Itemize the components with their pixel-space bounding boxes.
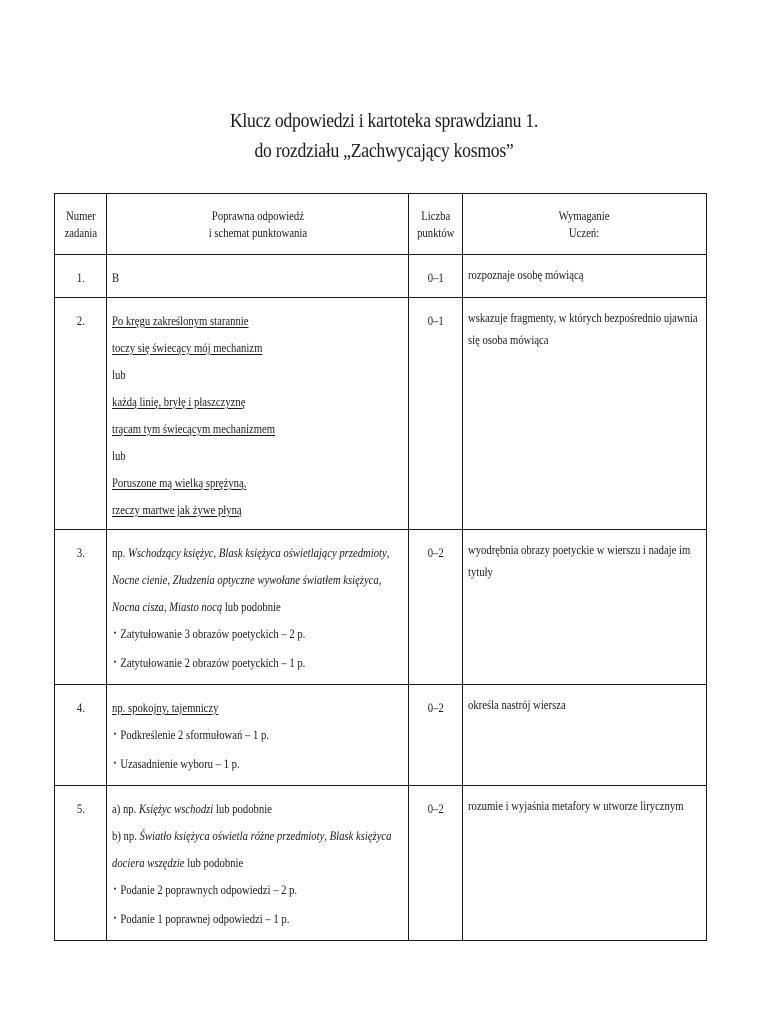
scoring-bullet: • Uzasadnienie wyboru – 1 p.	[112, 750, 269, 779]
scoring-bullet: • Podkreślenie 2 sformułowań – 1 p.	[112, 721, 269, 750]
points-cell: 0–1	[409, 255, 463, 298]
scoring-bullet: • Zatytułowanie 2 obrazów poetyckich – 1 p.	[112, 649, 389, 678]
requirement-cell: rozumie i wyjaśnia metafory w utworze lirycznym	[463, 786, 707, 941]
scoring-bullet: • Podanie 2 poprawnych odpowiedzi – 2 p.	[112, 876, 392, 905]
table-header-row	[55, 194, 707, 255]
table-row	[55, 685, 707, 786]
task-number: 3.	[55, 530, 107, 685]
answer-cell: a) np. Księżyc wschodzi lub podobnie b) np. Światło księżyca oświetla różne przedmioty, Blask księżyca dociera wszędzie lub podobnie • Podanie 2 poprawnych odpowiedzi – 2 p. • Podanie 1 poprawnej odpowiedzi – 1 p.	[107, 786, 409, 941]
task-number: 5.	[55, 786, 107, 941]
task-number: 2.	[55, 298, 107, 530]
table-row	[55, 298, 707, 530]
header-points: Liczba punktów	[409, 194, 463, 255]
header-correct-answer: Poprawna odpowiedź i schemat punktowania	[107, 194, 409, 255]
points-cell: 0–2	[409, 530, 463, 685]
table-row	[55, 530, 707, 685]
task-number: 4.	[55, 685, 107, 786]
scoring-bullet: • Podanie 1 poprawnej odpowiedzi – 1 p.	[112, 905, 392, 934]
points-cell: 0–2	[409, 786, 463, 941]
answer-cell: np. Wschodzący księżyc, Blask księżyca oświetlający przedmioty, Nocne cienie, Złudzenia optyczne wywołane światłem księżyca, Nocna cisza, Miasto nocą lub podobnie • Zatytułowanie 3 obrazów poetyckich – 2 p. • Zatytułowanie 2 obrazów poetyckich – 1 p.	[107, 530, 409, 685]
title-line-1: Klucz odpowiedzi i kartoteka sprawdzianu 1.	[229, 110, 539, 132]
title-line-2: do rozdziału „Zachwycający kosmos”	[254, 140, 514, 162]
task-number: 1.	[55, 255, 107, 298]
points-cell: 0–1	[409, 298, 463, 530]
answer-cell: Po kręgu zakreślonym starannie toczy się świecący mój mechanizm lub każdą linię, bryłę i płaszczyznę trącam tym świecącym mechanizmem lub Poruszone mą wielką sprężyną, rzeczy martwe jak żywe płyną	[107, 298, 409, 530]
requirement-cell: wyodrębnia obrazy poetyckie w wierszu i nadaje im tytuły	[463, 530, 707, 685]
header-task-number: Numer zadania	[55, 194, 107, 255]
table-row	[55, 786, 707, 941]
points-cell: 0–2	[409, 685, 463, 786]
requirement-cell: wskazuje fragmenty, w których bezpośrednio ujawnia się osoba mówiąca	[463, 298, 707, 530]
scoring-bullet: • Zatytułowanie 3 obrazów poetyckich – 2 p.	[112, 620, 389, 649]
answer-key-table	[54, 193, 707, 941]
table-row	[55, 255, 707, 298]
requirement-cell: określa nastrój wiersza	[463, 685, 707, 786]
answer-cell: B	[107, 255, 409, 298]
document-title	[54, 106, 714, 166]
requirement-cell: rozpoznaje osobę mówiącą	[463, 255, 707, 298]
header-requirement: Wymaganie Uczeń:	[463, 194, 707, 255]
answer-cell: np. spokojny, tajemniczy • Podkreślenie 2 sformułowań – 1 p. • Uzasadnienie wyboru – 1 p.	[107, 685, 409, 786]
